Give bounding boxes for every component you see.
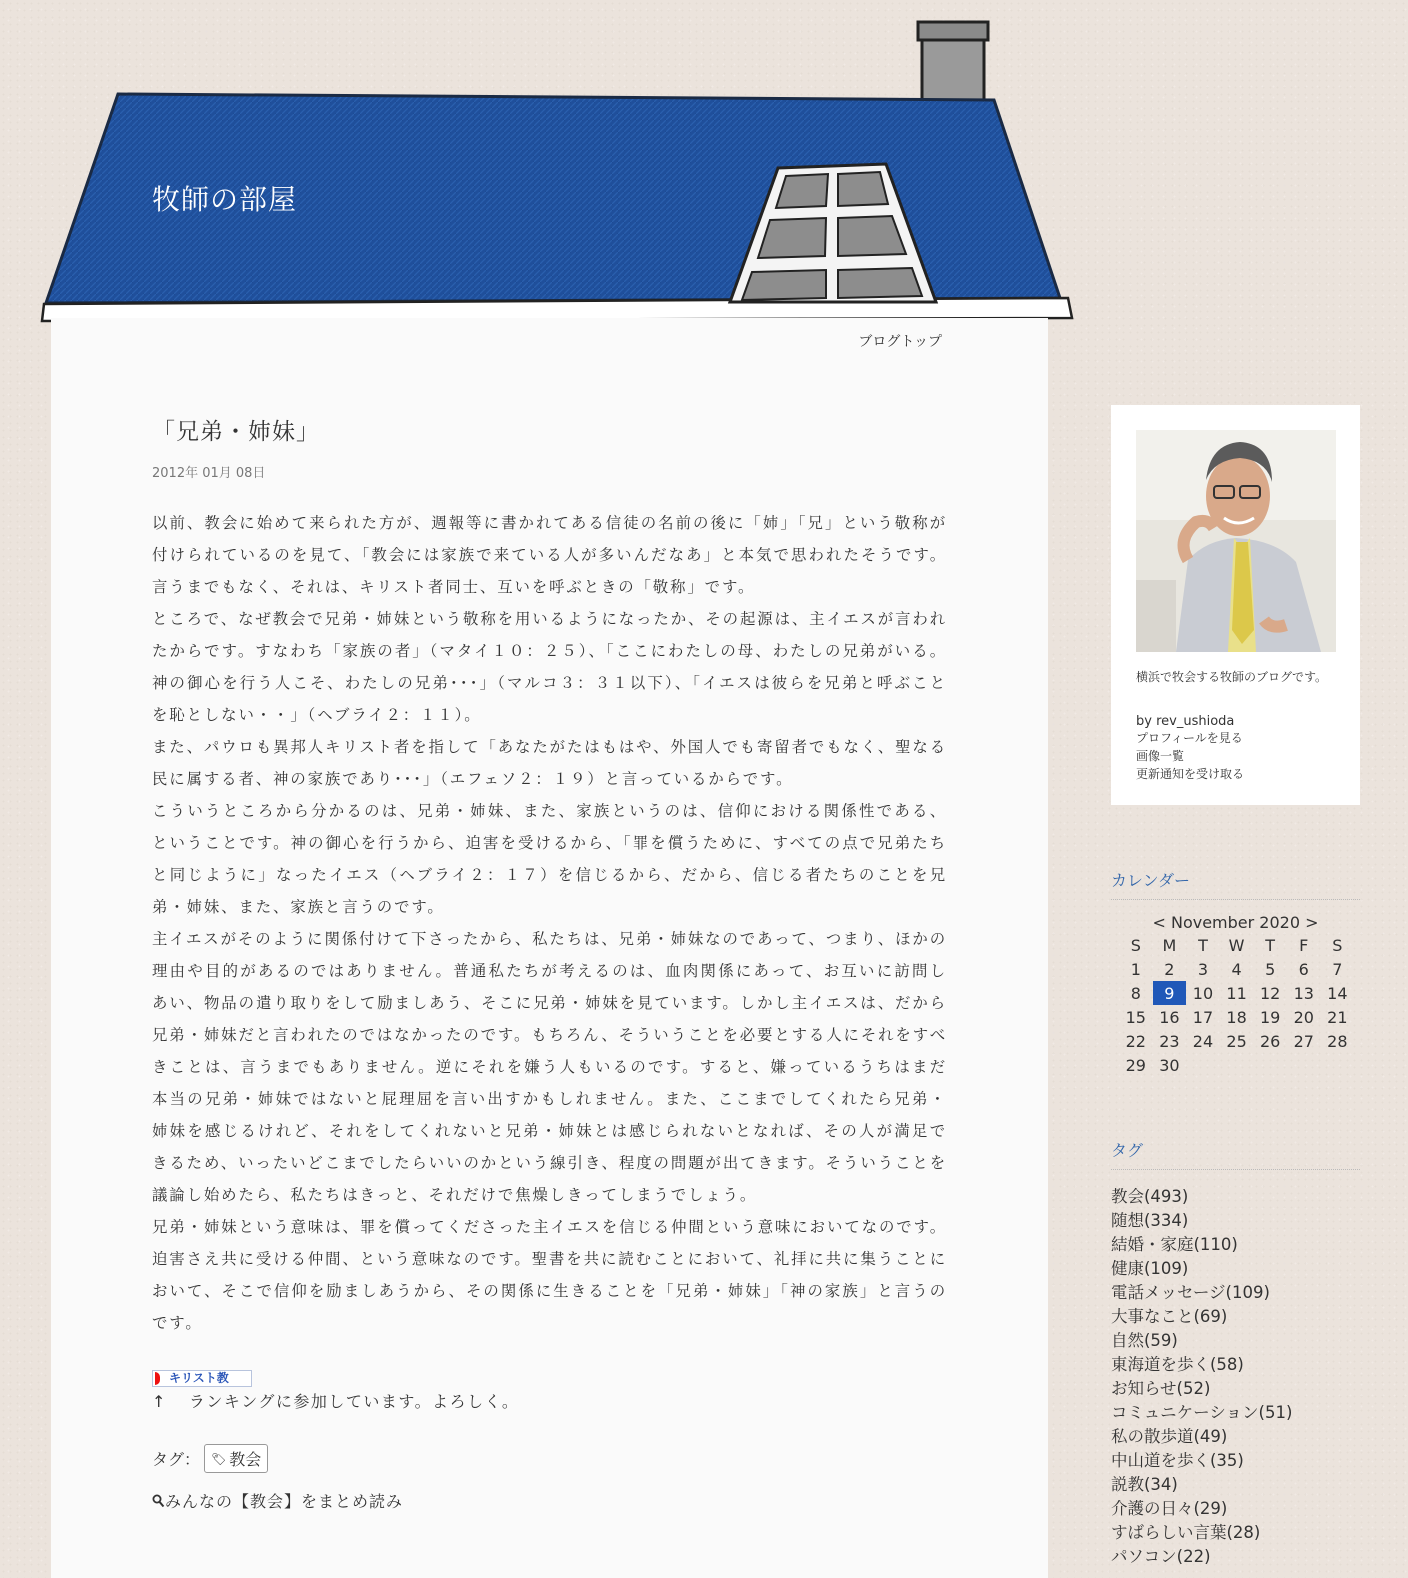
calendar-day: 7 [1332, 959, 1343, 979]
calendar-weekday: T [1198, 935, 1208, 955]
article [152, 413, 947, 1512]
tag-chip-label: 教会 [229, 1450, 262, 1469]
up-arrow-icon: ↑ [152, 1392, 167, 1411]
calendar-day: 8 [1130, 983, 1141, 1003]
tags-heading: タグ [1111, 1138, 1360, 1170]
tag-list-item[interactable]: 説教(34) [1111, 1475, 1178, 1494]
calendar-day: 27 [1293, 1031, 1314, 1051]
post-title[interactable]: 「兄弟・姉妹」 [152, 419, 320, 445]
profile-link-subscribe[interactable]: 更新通知を受け取る [1136, 767, 1245, 781]
tag-list-item[interactable]: コミュニケーション(51) [1111, 1403, 1293, 1422]
ranking-banner-label: キリスト教 [169, 1371, 229, 1385]
blog-top-link[interactable]: ブログトップ [858, 334, 942, 350]
tag-list-item[interactable]: 介護の日々(29) [1111, 1499, 1228, 1518]
calendar-day: 4 [1231, 959, 1242, 979]
calendar-weekday: M [1162, 935, 1177, 955]
blog-header [0, 0, 1090, 330]
tag-chip[interactable] [204, 1444, 268, 1473]
post-paragraph: 以前、教会に始めて来られた方が、週報等に書かれてある信徒の名前の後に「姉」「兄」という敬称が付けられているのを見て、「教会には家族で来ている人が多いんだなあ」と本気で思われたそうです。言うまでもなく、それは、キリスト者同士、互いを呼ぶときの「敬称」です。 [152, 514, 947, 596]
blog-title[interactable]: 牧師の部屋 [152, 183, 298, 216]
post-tags [152, 1444, 947, 1473]
tag-list-item[interactable]: 大事なこと(69) [1111, 1307, 1228, 1326]
profile-links [1136, 729, 1335, 783]
calendar-weekday: F [1299, 935, 1309, 955]
ranking-note-text: ランキングに参加しています。よろしく。 [188, 1392, 520, 1411]
calendar-day: 11 [1226, 983, 1247, 1003]
calendar-days [1119, 957, 1354, 1077]
calendar-day: 29 [1125, 1055, 1146, 1075]
calendar-prev-button[interactable]: < [1152, 913, 1166, 932]
tag-list-item[interactable]: 健康(109) [1111, 1259, 1189, 1278]
matome-link[interactable] [152, 1489, 947, 1512]
calendar-day: 23 [1159, 1031, 1180, 1051]
profile-link-view-profile[interactable]: プロフィールを見る [1136, 731, 1243, 745]
calendar-empty [1253, 1053, 1287, 1077]
calendar-empty [1186, 1053, 1220, 1077]
calendar-day: 22 [1125, 1031, 1146, 1051]
calendar-weekday: T [1265, 935, 1276, 955]
calendar-weekday: S [1332, 935, 1343, 955]
calendar-day: 21 [1327, 1007, 1348, 1027]
calendar-day: 14 [1327, 983, 1348, 1003]
matome-text: 【教会】をまとめ読み [233, 1492, 404, 1511]
main-content [51, 318, 1048, 1578]
calendar-day: 10 [1192, 983, 1214, 1003]
calendar-day: 28 [1327, 1031, 1348, 1051]
calendar-month: November 2020 [1170, 913, 1301, 932]
calendar-week [1119, 1053, 1354, 1077]
calendar-week [1119, 1029, 1354, 1053]
calendar-day: 19 [1259, 1007, 1281, 1027]
calendar-day: 5 [1265, 959, 1276, 979]
tag-list-item[interactable]: 中山道を歩く(35) [1111, 1451, 1244, 1470]
calendar-nav [1111, 913, 1360, 932]
calendar-day: 12 [1259, 983, 1281, 1003]
calendar-widget [1111, 868, 1360, 1077]
calendar-day: 15 [1125, 1007, 1146, 1027]
ranking-mark-icon [155, 1372, 160, 1385]
calendar-grid [1119, 933, 1354, 1077]
post-paragraph: 兄弟・姉妹という意味は、罪を償ってくださった主イエスを信じる仲間という意味においてなのです。迫害さえ共に受ける仲間、という意味なのです。聖書を共に読むことにおいて、礼拝に共に集うことにおいて、そこで信仰を励ましあうから、その関係に生きることを「兄弟・姉妹」「神の家族」と言うのです。 [152, 1218, 947, 1332]
post-paragraph: ところで、なぜ教会で兄弟・姉妹という敬称を用いるようになったか、その起源は、主イエスが言われたからです。すなわち「家族の者」（マタイ１０：２５）、「ここにわたしの母、わたしの兄弟がいる。神の御心を行う人こそ、わたしの兄弟･･･」（マルコ３：３１以下）、「イエスは彼らを兄弟と呼ぶことを恥としない・・」（ヘブライ２：１１）。 [152, 610, 947, 724]
profile-description: 横浜で牧会する牧師のブログです。 [1136, 670, 1328, 684]
tag-list-item[interactable]: 結婚・家庭(110) [1111, 1235, 1238, 1254]
calendar-day: 24 [1192, 1031, 1214, 1051]
calendar-week [1119, 981, 1354, 1005]
tags-label: タグ： [152, 1450, 201, 1469]
post-date: 2012年 01月 08日 [152, 466, 266, 481]
calendar-empty [1287, 1053, 1321, 1077]
tag-list-item[interactable]: パソコン(22) [1111, 1547, 1211, 1566]
sidebar [1111, 405, 1360, 1566]
tag-list-item[interactable]: 電話メッセージ(109) [1111, 1283, 1270, 1302]
calendar-day[interactable]: 6 [1298, 959, 1309, 979]
calendar-day: 20 [1293, 1007, 1314, 1027]
post-paragraph: また、パウロも異邦人キリスト者を指して「あなたがたはもはや、外国人でも寄留者でもなく、聖なる民に属する者、神の家族であり･･･」（エフェソ２：１９）と言っているからです。 [152, 738, 947, 788]
post-paragraph: こういうところから分かるのは、兄弟・姉妹、また、家族というのは、信仰における関係性である、ということです。神の御心を行うから、迫害を受けるから、「罪を償うために、すべての点で兄弟たちと同じように」なったイエス（ヘブライ２：１７）を信じるから、だから、信じる者たちのことを兄弟・姉妹、また、家族と言うのです。 [152, 802, 947, 916]
ranking-note [152, 1389, 947, 1412]
tag-list-item[interactable]: 自然(59) [1111, 1331, 1178, 1350]
tag-list-item[interactable]: お知らせ(52) [1111, 1379, 1211, 1398]
calendar-week [1119, 1005, 1354, 1029]
search-icon [152, 1494, 165, 1508]
calendar-day: 16 [1159, 1007, 1180, 1027]
post-body [152, 507, 947, 1339]
tag-list-item[interactable]: 教会(493) [1111, 1187, 1189, 1206]
post-paragraph: 主イエスがそのように関係付けて下さったから、私たちは、兄弟・姉妹なのであって、つまり、ほかの理由や目的があるのではありません。普通私たちが考えるのは、血肉関係にあって、お互いに訪問しあい、物品の遣り取りをして励ましあう、そこに兄弟・姉妹を見ています。しかし主イエスは、だから兄弟・姉妹だと言われたのではなかったのです。もちろん、そういうことを必要とする人にそれをすべきことは、言うまでもありません。逆にそれを嫌う人もいるのです。すると、嫌っているうちはまだ本当の兄弟・姉妹ではないと屁理屈を言い出すかもしれません。また、ここまでしてくれたら兄弟・姉妹を感じるけれど、それをしてくれないと兄弟・姉妹とは感じられないとなれば、その人が満足できるため、いったいどこまでしたらいいのかという線引き、程度の問題が出てきます。そういうことを議論し始めたら、私たちはきっと、それだけで焦燥しきってしまうでしょう。 [152, 930, 947, 1204]
calendar-weekday: W [1228, 935, 1245, 955]
profile-box [1111, 405, 1360, 805]
calendar-day: 13 [1293, 983, 1314, 1003]
tag-list-item[interactable]: 私の散歩道(49) [1111, 1427, 1228, 1446]
profile-photo[interactable] [1136, 430, 1336, 652]
calendar-empty [1321, 1053, 1355, 1077]
tags-widget [1111, 1138, 1360, 1569]
calendar-day: 2 [1164, 959, 1175, 979]
calendar-day: 26 [1259, 1031, 1281, 1051]
calendar-day: 25 [1226, 1031, 1247, 1051]
calendar-next-button[interactable]: > [1305, 913, 1319, 932]
tag-list [1111, 1185, 1360, 1569]
calendar-day: 30 [1159, 1055, 1180, 1075]
calendar-heading: カレンダー [1111, 868, 1360, 900]
tag-list-item[interactable]: 東海道を歩く(58) [1111, 1355, 1244, 1374]
calendar-day: 17 [1192, 1007, 1214, 1027]
tag-icon: 🏷 [211, 1451, 227, 1466]
tag-list-item[interactable]: すばらしい言葉(28) [1111, 1523, 1261, 1542]
profile-author: by rev_ushioda [1136, 714, 1235, 729]
ranking-banner[interactable] [152, 1370, 252, 1387]
matome-prefix: みんなの [165, 1492, 234, 1511]
calendar-day: 1 [1130, 959, 1141, 979]
tag-list-item[interactable]: 随想(334) [1111, 1211, 1189, 1230]
house-roof-illustration [0, 0, 1090, 330]
calendar-empty [1220, 1053, 1254, 1077]
calendar-day: 3 [1197, 959, 1209, 979]
profile-link-image-list[interactable]: 画像一覧 [1136, 749, 1185, 763]
calendar-day: 18 [1226, 1007, 1247, 1027]
calendar-weekday: S [1130, 935, 1141, 955]
calendar-day[interactable]: 9 [1153, 981, 1187, 1005]
calendar-week [1119, 957, 1354, 981]
